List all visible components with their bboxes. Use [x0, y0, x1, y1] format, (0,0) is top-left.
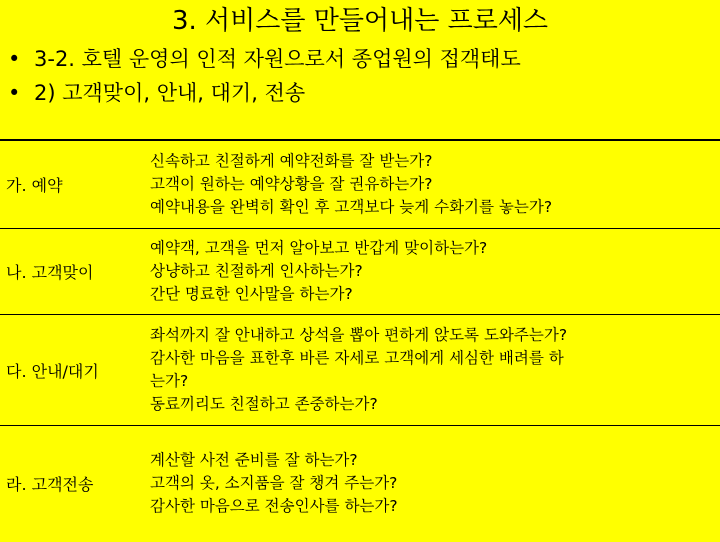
description-line: 고객이 원하는 예약상황을 잘 권유하는가?	[150, 175, 433, 193]
description-line: 간단 명료한 인사말을 하는가?	[150, 285, 353, 303]
bullet-text: 3-2. 호텔 운영의 인적 자원으로서 종업원의 접객태도	[34, 47, 521, 71]
row-description	[150, 426, 716, 540]
description-line: 계산할 사전 준비를 잘 하는가?	[150, 450, 358, 469]
table-row	[0, 315, 720, 426]
description-line: 예약내용을 완벽히 확인 후 고객보다 늦게 수화기를 놓는가?	[150, 198, 553, 216]
bullet-marker: •	[8, 47, 21, 71]
bullet-item	[8, 76, 720, 110]
description-line: 좌석까지 잘 안내하고 상석을 뽑아 편하게 앉도록 도와주는가?	[150, 326, 568, 344]
row-description	[150, 229, 716, 314]
checklist-table	[0, 139, 720, 542]
row-category: 다. 안내/대기	[6, 361, 99, 381]
row-category: 가. 예약	[6, 176, 63, 195]
table-row	[0, 229, 720, 315]
description-line: 예약객, 고객을 먼저 알아보고 반갑게 맞이하는가?	[150, 239, 488, 257]
description-line: 는가?	[150, 372, 189, 390]
description-line: 고객의 옷, 소지품을 잘 챙겨 주는가?	[150, 473, 398, 492]
bullet-item	[8, 42, 720, 76]
bullet-marker: •	[8, 81, 21, 105]
description-line: 상냥하고 친절하게 인사하는가?	[150, 262, 363, 280]
bullet-list	[8, 42, 720, 110]
row-description	[150, 315, 716, 425]
row-description	[150, 141, 716, 228]
page-title: 3. 서비스를 만들어내는 프로세스	[171, 6, 549, 36]
description-line: 감사한 마음을 표한후 바른 자세로 고객에게 세심한 배려를 하	[150, 349, 564, 367]
table-row	[0, 426, 720, 540]
description-line: 감사한 마음으로 전송인사를 하는가?	[150, 496, 398, 515]
description-line: 동료끼리도 친절하고 존중하는가?	[150, 395, 378, 413]
row-category: 나. 고객맞이	[6, 263, 94, 282]
bullet-text: 2) 고객맞이, 안내, 대기, 전송	[34, 81, 306, 105]
row-category: 라. 고객전송	[6, 474, 94, 494]
description-line: 신속하고 친절하게 예약전화를 잘 받는가?	[150, 152, 433, 170]
table-row	[0, 141, 720, 229]
